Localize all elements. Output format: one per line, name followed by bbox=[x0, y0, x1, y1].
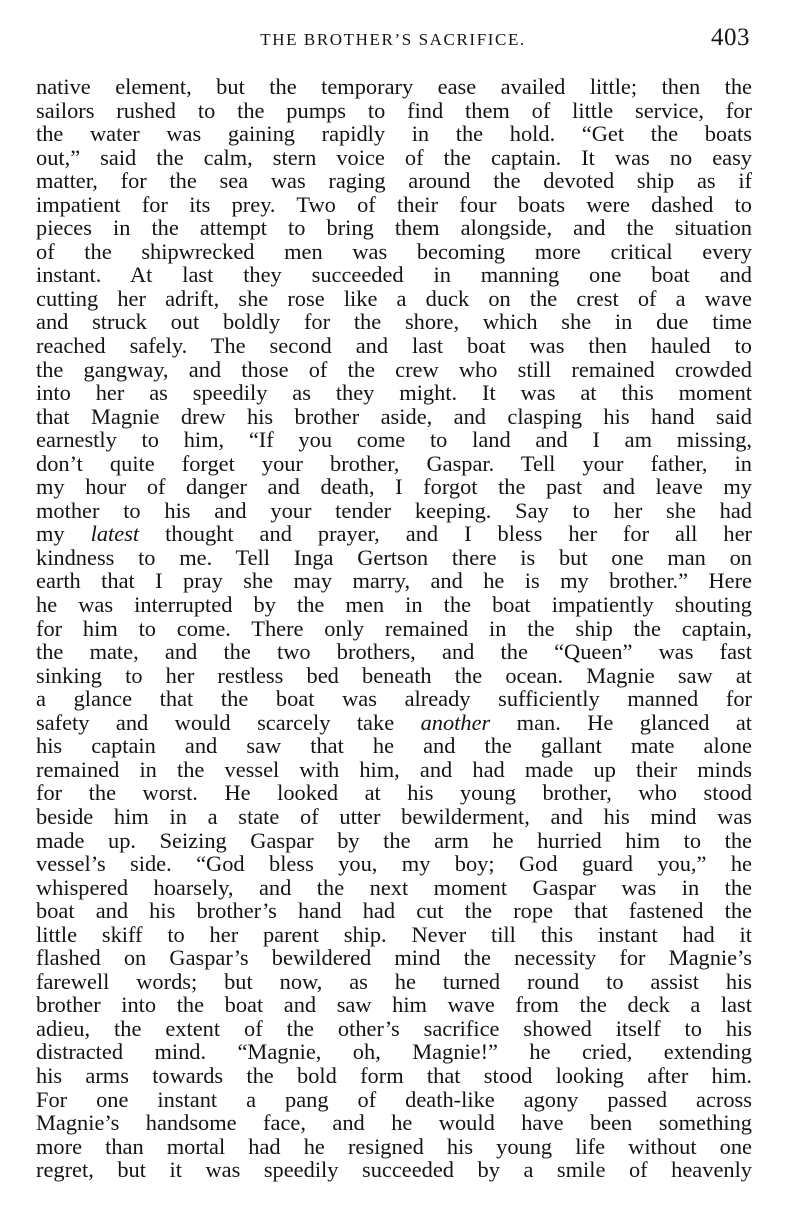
text-line: the water was gaining rapidly in the hold. “Get the boats bbox=[36, 121, 752, 147]
text-line: reached safely. The second and last boat was then hauled to bbox=[36, 333, 752, 359]
text-line bbox=[36, 522, 752, 546]
line-text: my bbox=[36, 521, 91, 547]
text-line: adieu, the extent of the other’s sacrifice showed itself to his bbox=[36, 1015, 752, 1041]
text-line: the gangway, and those of the crew who still remained crowded bbox=[36, 356, 752, 382]
text-line: his arms towards the bold form that stood looking after him. bbox=[36, 1062, 752, 1088]
text-line: the mate, and the two brothers, and the “Queen” was fast bbox=[36, 639, 752, 665]
text-line: sailors rushed to the pumps to find them of little service, for bbox=[36, 97, 752, 123]
emphasized-word: latest bbox=[90, 521, 140, 547]
text-line: mother to his and your tender keeping. Say to her she had bbox=[36, 497, 752, 523]
text-line: earnestly to him, “If you come to land and I am missing, bbox=[36, 427, 752, 453]
line-text: safety and would scarcely take bbox=[36, 709, 421, 735]
text-line: don’t quite forget your brother, Gaspar. Tell your father, in bbox=[36, 450, 752, 476]
text-line: native element, but the temporary ease availed little; then the bbox=[36, 74, 752, 99]
emphasized-word: another bbox=[420, 709, 491, 735]
text-line: sinking to her restless bed beneath the ocean. Magnie saw at bbox=[36, 662, 752, 688]
text-line: made up. Seizing Gaspar by the arm he hurried him to the bbox=[36, 827, 752, 853]
text-line: impatient for its prey. Two of their four boats were dashed to bbox=[36, 191, 752, 217]
text-line: kindness to me. Tell Inga Gertson there is but one man on bbox=[36, 544, 752, 570]
text-line: he was interrupted by the men in the boat impatiently shouting bbox=[36, 592, 752, 618]
text-line: out,” said the calm, stern voice of the captain. It was no easy bbox=[36, 144, 752, 170]
text-line: regret, but it was speedily succeeded by a smile of heavenly bbox=[36, 1157, 752, 1183]
text-line: little skiff to her parent ship. Never till this instant had it bbox=[36, 921, 752, 947]
text-line: for him to come. There only remained in the ship the captain, bbox=[36, 615, 752, 641]
text-line: beside him in a state of utter bewilderment, and his mind was bbox=[36, 803, 752, 829]
text-line: a glance that the boat was already sufficiently manned for bbox=[36, 686, 752, 712]
text-line: more than mortal had he resigned his young life without one bbox=[36, 1133, 752, 1159]
running-title: THE BROTHER’S SACRIFICE. bbox=[260, 30, 526, 49]
page-number: 403 bbox=[711, 24, 750, 51]
text-line: cutting her adrift, she rose like a duck on the crest of a wave bbox=[36, 285, 752, 311]
text-line: earth that I pray she may marry, and he is my brother.” Here bbox=[36, 568, 752, 594]
text-line: boat and his brother’s hand had cut the rope that fastened the bbox=[36, 898, 752, 924]
text-line: vessel’s side. “God bless you, my boy; God guard you,” he bbox=[36, 851, 752, 877]
text-line: matter, for the sea was raging around the devoted ship as if bbox=[36, 168, 752, 194]
text-line: farewell words; but now, as he turned round to assist his bbox=[36, 968, 752, 994]
text-line: that Magnie drew his brother aside, and clasping his hand said bbox=[36, 403, 752, 429]
text-line: flashed on Gaspar’s bewildered mind the necessity for Magnie’s bbox=[36, 945, 752, 971]
text-line: and struck out boldly for the shore, which she in due time bbox=[36, 309, 752, 335]
body-text bbox=[36, 75, 752, 1182]
text-line: my hour of danger and death, I forgot the past and leave my bbox=[36, 474, 752, 500]
text-line: Magnie’s handsome face, and he would have been something bbox=[36, 1110, 752, 1136]
line-text: thought and prayer, and I bless her for all her bbox=[139, 521, 752, 547]
text-line: brother into the boat and saw him wave from the deck a last bbox=[36, 992, 752, 1018]
text-line: whispered hoarsely, and the next moment Gaspar was in the bbox=[36, 874, 752, 900]
running-head bbox=[36, 24, 750, 54]
text-line: distracted mind. “Magnie, oh, Magnie!” he cried, extending bbox=[36, 1039, 752, 1065]
text-line bbox=[36, 711, 752, 735]
line-text: man. He glanced at bbox=[490, 709, 752, 735]
text-line: instant. At last they succeeded in manning one boat and bbox=[36, 262, 752, 288]
text-line: pieces in the attempt to bring them alongside, and the situation bbox=[36, 215, 752, 241]
text-line: for the worst. He looked at his young brother, who stood bbox=[36, 780, 752, 806]
text-line: into her as speedily as they might. It was at this moment bbox=[36, 380, 752, 406]
text-line: of the shipwrecked men was becoming more critical every bbox=[36, 238, 752, 264]
text-line: For one instant a pang of death-like agony passed across bbox=[36, 1086, 752, 1112]
text-line: remained in the vessel with him, and had made up their minds bbox=[36, 756, 752, 782]
text-line: his captain and saw that he and the gallant mate alone bbox=[36, 733, 752, 759]
